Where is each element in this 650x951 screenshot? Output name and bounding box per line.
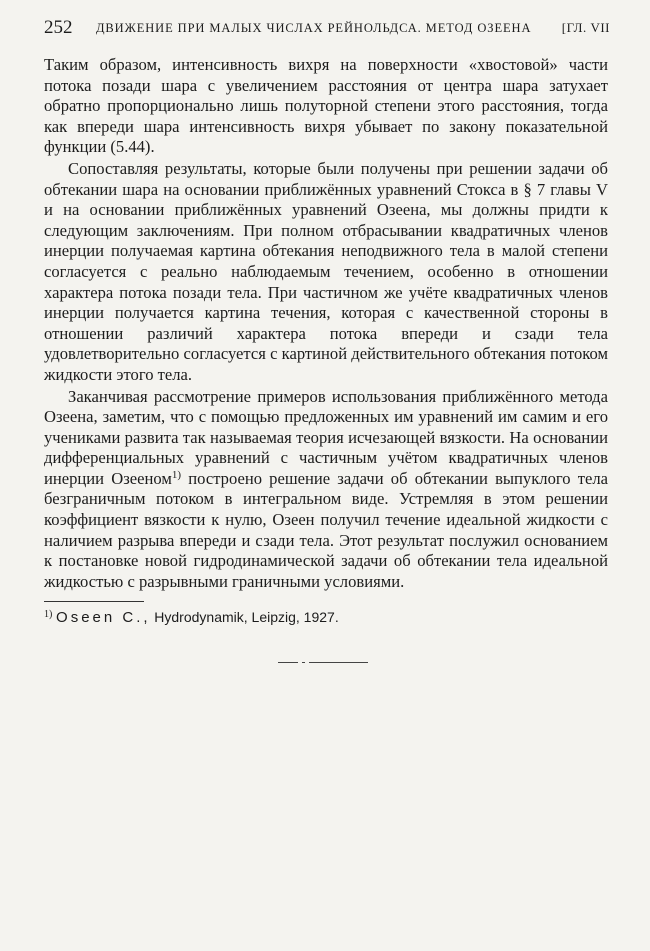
footnote-mark: 1) (44, 609, 53, 620)
end-rule-segment (278, 662, 298, 663)
paragraph-3 (44, 387, 608, 593)
footnote-author: Oseen C., (56, 609, 151, 626)
paragraph-1: Таким образом, интенсивность вихря на поверхности «хвостовой» части потока позади шара с увеличением расстояния от центра шара затухает обратно пропорционально лишь полуторной степени этого расстояния, тогда как впереди шара интенсивность вихря убывает по закону показательной функции (5.44). (44, 55, 608, 157)
footnote-title: Hydrodynamik, Leipzig, 1927. (154, 609, 339, 625)
section-end-rule (278, 662, 368, 664)
main-text (44, 55, 608, 592)
end-rule-dot (302, 662, 305, 663)
end-rule-segment (309, 662, 368, 663)
footnote-reference[interactable]: 1) (171, 468, 182, 481)
page-number: 252 (44, 17, 73, 38)
paragraph-3-text-start: Заканчивая рассмотрение примеров использования приближённого метода Озеена, заметим, что с помощью предложенных им уравнений им самим и его учениками развита так называемая теория исчезающей вязкости. На основании дифференциальных уравнений с частичным учётом квадратичных членов инерции Озееном (44, 386, 608, 488)
chapter-reference: [ГЛ. VII (561, 20, 610, 35)
page-header (44, 16, 610, 40)
paragraph-2: Сопоставляя результаты, которые были получены при решении задачи об обтекании шара на основании приближённых уравнений Стокса в § 7 главы V и на основании приближённых уравнений Озеена, мы должны придти к следующим заключениям. При полном отбрасывании квадратичных членов инерции получаемая картина обтекания неподвижного тела в малой степени согласуется с реально наблюдаемым течением, особенно в отношении характера потока позади тела. При частичном же учёте квадратичных членов инерции получается картина течения, которая с качественной стороны в отношении различий характера потока впереди и сзади тела удовлетворительно согласуется с картиной действительного обтекания потоком жидкости этого тела. (44, 158, 608, 384)
running-title: ДВИЖЕНИЕ ПРИ МАЛЫХ ЧИСЛАХ РЕЙНОЛЬДСА. МЕТОД ОЗЕЕНА (96, 21, 532, 35)
paragraph-3-text-end: построено решение задачи об обтекании выпуклого тела безграничным потоком в интегральном виде. Устремляя в этом решении коэффициент вязкости к нулю, Озеен получил течение идеальной жидкости с наличием разрыва впереди и сзади тела. Этот результат послужил основанием к постановке новой гидродинамической задачи об обтекании тела идеальной жидкостью с разрывными граничными условиями. (44, 468, 609, 591)
footnote (44, 605, 608, 628)
footnote-separator (44, 601, 144, 602)
